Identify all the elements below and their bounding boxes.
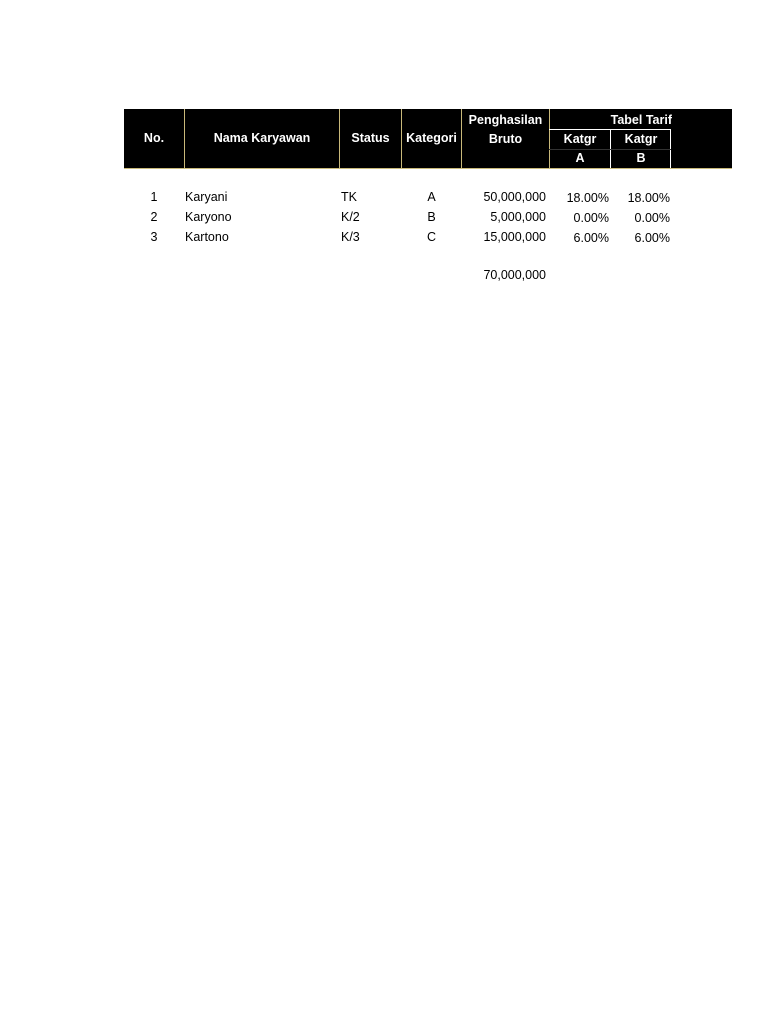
header-kategori: Kategori: [406, 131, 457, 145]
header-katgr-b-letter: B: [636, 151, 646, 165]
total-bruto: 70,000,000: [483, 268, 546, 282]
table-row-nama: Karyani: [185, 190, 228, 204]
table-row-kategori: C: [426, 230, 437, 244]
header-subdivider: [549, 129, 671, 130]
header-bottom-border: [124, 168, 732, 169]
table-row-status: K/2: [341, 210, 360, 224]
header-subdivider: [549, 149, 671, 150]
table-row-katgr-a: 18.00%: [566, 191, 609, 205]
table-row-katgr-a: 0.00%: [573, 211, 609, 225]
table-row-status: K/3: [341, 230, 360, 244]
table-row-bruto: 15,000,000: [483, 230, 546, 244]
header-no: No.: [143, 131, 165, 145]
header-penghasilan: Penghasilan: [468, 113, 543, 127]
table-row-katgr-b: 18.00%: [627, 191, 670, 205]
table-row-kategori: A: [427, 190, 436, 204]
header-status: Status: [351, 131, 390, 145]
table-row-nama: Karyono: [185, 210, 232, 224]
table-row-katgr-a: 6.00%: [573, 231, 609, 245]
table-row-katgr-b: 6.00%: [634, 231, 670, 245]
header-katgr-a: Katgr: [563, 132, 597, 146]
table-row-status: TK: [341, 190, 357, 204]
table-row-nama: Kartono: [185, 230, 229, 244]
table-row-kategori: B: [427, 210, 436, 224]
table-row-bruto: 50,000,000: [483, 190, 546, 204]
header-tabel-tarif: Tabel Tarif: [610, 113, 672, 127]
header-nama-karyawan: Nama Karyawan: [213, 131, 311, 145]
table-row-bruto: 5,000,000: [490, 210, 546, 224]
table-row-no: 3: [150, 230, 158, 244]
header-katgr-a-letter: A: [575, 151, 585, 165]
table-row-katgr-b: 0.00%: [634, 211, 670, 225]
header-bruto: Bruto: [488, 132, 523, 146]
header-katgr-b: Katgr: [624, 132, 658, 146]
table-row-no: 1: [150, 190, 158, 204]
table-row-no: 2: [150, 210, 158, 224]
